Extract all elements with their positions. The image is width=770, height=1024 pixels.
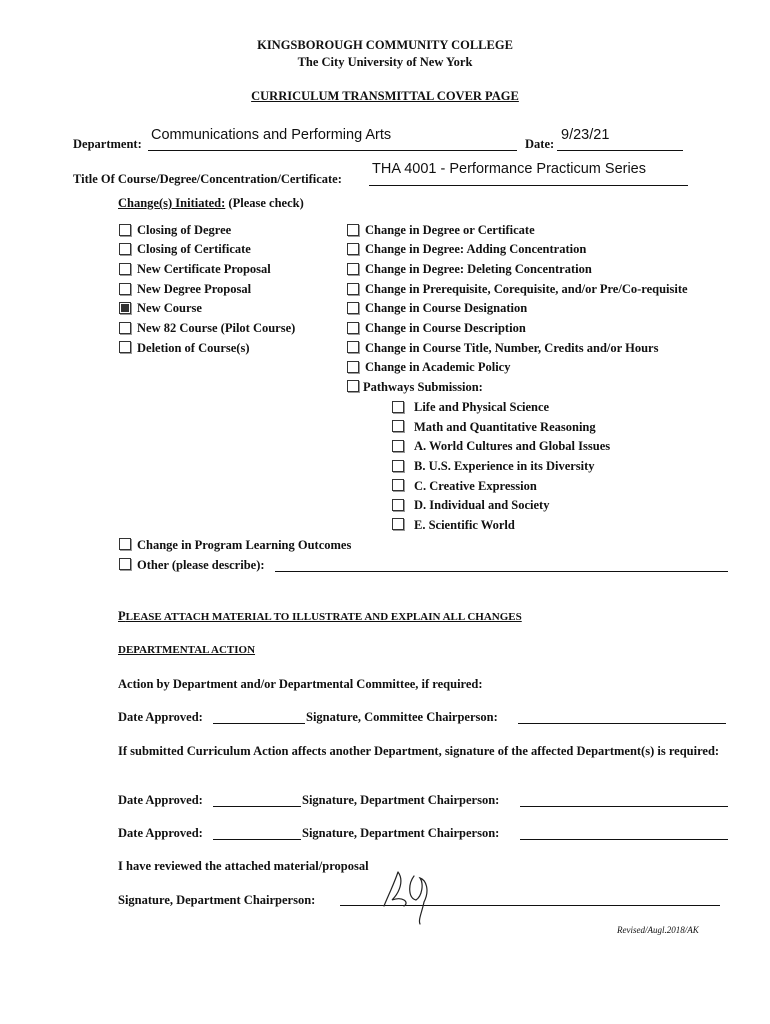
option-math: Math and Quantitative Reasoning xyxy=(414,420,596,434)
option-scientific-world: E. Scientific World xyxy=(414,518,515,532)
checkbox-program-outcomes[interactable] xyxy=(119,538,131,550)
option-closing-degree: Closing of Degree xyxy=(137,223,232,237)
university-name: The City University of New York xyxy=(297,55,473,69)
course-title-field[interactable]: THA 4001 - Performance Practicum Series xyxy=(372,161,646,177)
checkbox-scientific-world[interactable] xyxy=(392,518,404,530)
page-title: CURRICULUM TRANSMITTAL COVER PAGE xyxy=(251,89,519,103)
checkbox-closing-degree[interactable] xyxy=(119,224,131,236)
date-underline xyxy=(557,150,683,151)
checkbox-other[interactable] xyxy=(119,558,131,570)
option-new-82-course: New 82 Course (Pilot Course) xyxy=(137,321,296,335)
option-closing-certificate: Closing of Certificate xyxy=(137,242,251,256)
checkbox-world-cultures[interactable] xyxy=(392,440,404,452)
date-approved-field-2[interactable] xyxy=(213,806,301,807)
option-deletion-course: Deletion of Course(s) xyxy=(137,341,250,355)
checkbox-deleting-concentration[interactable] xyxy=(347,263,359,275)
checkbox-academic-policy[interactable] xyxy=(347,361,359,373)
date-field[interactable]: 9/23/21 xyxy=(561,127,610,143)
checkbox-change-description[interactable] xyxy=(347,322,359,334)
reviewed-text: I have reviewed the attached material/proposal xyxy=(118,859,369,873)
other-description-field[interactable] xyxy=(275,571,728,572)
option-change-designation: Change in Course Designation xyxy=(365,301,528,315)
checkbox-new-82-course[interactable] xyxy=(119,322,131,334)
checkbox-pathways[interactable] xyxy=(347,380,359,392)
checkbox-deletion-course[interactable] xyxy=(119,341,131,353)
option-academic-policy: Change in Academic Policy xyxy=(365,360,511,374)
option-program-outcomes: Change in Program Learning Outcomes xyxy=(137,538,352,552)
option-adding-concentration: Change in Degree: Adding Concentration xyxy=(365,242,587,256)
checkbox-new-degree[interactable] xyxy=(119,283,131,295)
date-approved-field-1[interactable] xyxy=(213,723,305,724)
checkbox-change-title[interactable] xyxy=(347,341,359,353)
final-signature-label: Signature, Department Chairperson: xyxy=(118,893,316,907)
date-approved-label-2: Date Approved: xyxy=(118,793,203,807)
option-change-description: Change in Course Description xyxy=(365,321,526,335)
revision-note: Revised/Augl.2018/AK xyxy=(617,925,699,935)
option-change-degree: Change in Degree or Certificate xyxy=(365,223,535,237)
course-title-label: Title Of Course/Degree/Concentration/Certificate: xyxy=(73,172,342,186)
date-approved-label-3: Date Approved: xyxy=(118,826,203,840)
department-field[interactable]: Communications and Performing Arts xyxy=(151,127,392,143)
attach-instructions-first-letter: P xyxy=(118,609,126,623)
option-creative-expression: C. Creative Expression xyxy=(414,479,537,493)
changes-heading-hint: (Please check) xyxy=(228,196,304,210)
option-individual-society: D. Individual and Society xyxy=(414,498,550,512)
checkbox-individual-society[interactable] xyxy=(392,499,404,511)
checkbox-new-certificate[interactable] xyxy=(119,263,131,275)
date-approved-field-3[interactable] xyxy=(213,839,301,840)
option-change-title: Change in Course Title, Number, Credits and/or Hours xyxy=(365,341,659,355)
dept-chair-signature-field-2[interactable] xyxy=(520,839,728,840)
handwritten-signature xyxy=(368,862,448,926)
affected-department-text: If submitted Curriculum Action affects another Department, signature of the affected Department(s) is required: xyxy=(118,744,720,758)
college-name: KINGSBOROUGH COMMUNITY COLLEGE xyxy=(257,38,513,52)
checkbox-change-prerequisite[interactable] xyxy=(347,283,359,295)
option-life-science: Life and Physical Science xyxy=(414,400,550,414)
department-label: Department: xyxy=(73,137,142,151)
checkbox-change-degree[interactable] xyxy=(347,224,359,236)
changes-heading-label: Change(s) Initiated: xyxy=(118,196,226,210)
attach-instructions-rest: LEASE ATTACH MATERIAL TO ILLUSTRATE AND EXPLAIN ALL CHANGES xyxy=(125,611,522,623)
committee-signature-field[interactable] xyxy=(518,723,726,724)
option-new-certificate: New Certificate Proposal xyxy=(137,262,271,276)
checkbox-closing-certificate[interactable] xyxy=(119,243,131,255)
option-pathways: Pathways Submission: xyxy=(363,380,483,394)
dept-chair-signature-label-1: Signature, Department Chairperson: xyxy=(302,793,500,807)
checkbox-math[interactable] xyxy=(392,420,404,432)
option-world-cultures: A. World Cultures and Global Issues xyxy=(414,439,611,453)
course-title-underline xyxy=(369,185,688,186)
changes-heading xyxy=(118,196,304,211)
option-deleting-concentration: Change in Degree: Deleting Concentration xyxy=(365,262,592,276)
checkbox-new-course[interactable] xyxy=(119,302,131,314)
checkbox-creative-expression[interactable] xyxy=(392,479,404,491)
checkbox-life-science[interactable] xyxy=(392,401,404,413)
checkbox-change-designation[interactable] xyxy=(347,302,359,314)
option-change-prerequisite: Change in Prerequisite, Corequisite, and/or Pre/Co-requisite xyxy=(365,282,688,296)
checkbox-adding-concentration[interactable] xyxy=(347,243,359,255)
date-approved-label-1: Date Approved: xyxy=(118,710,203,724)
option-new-degree: New Degree Proposal xyxy=(137,282,252,296)
dept-chair-signature-label-2: Signature, Department Chairperson: xyxy=(302,826,500,840)
option-other: Other (please describe): xyxy=(137,558,265,572)
committee-signature-label: Signature, Committee Chairperson: xyxy=(306,710,498,724)
attach-instructions xyxy=(118,609,522,624)
action-text: Action by Department and/or Departmental Committee, if required: xyxy=(118,677,483,691)
departmental-action-heading: DEPARTMENTAL ACTION xyxy=(118,644,256,656)
dept-chair-signature-field-1[interactable] xyxy=(520,806,728,807)
option-new-course: New Course xyxy=(137,301,202,315)
option-us-experience: B. U.S. Experience in its Diversity xyxy=(414,459,595,473)
checkbox-us-experience[interactable] xyxy=(392,460,404,472)
date-label: Date: xyxy=(525,137,555,151)
department-underline xyxy=(148,150,517,151)
